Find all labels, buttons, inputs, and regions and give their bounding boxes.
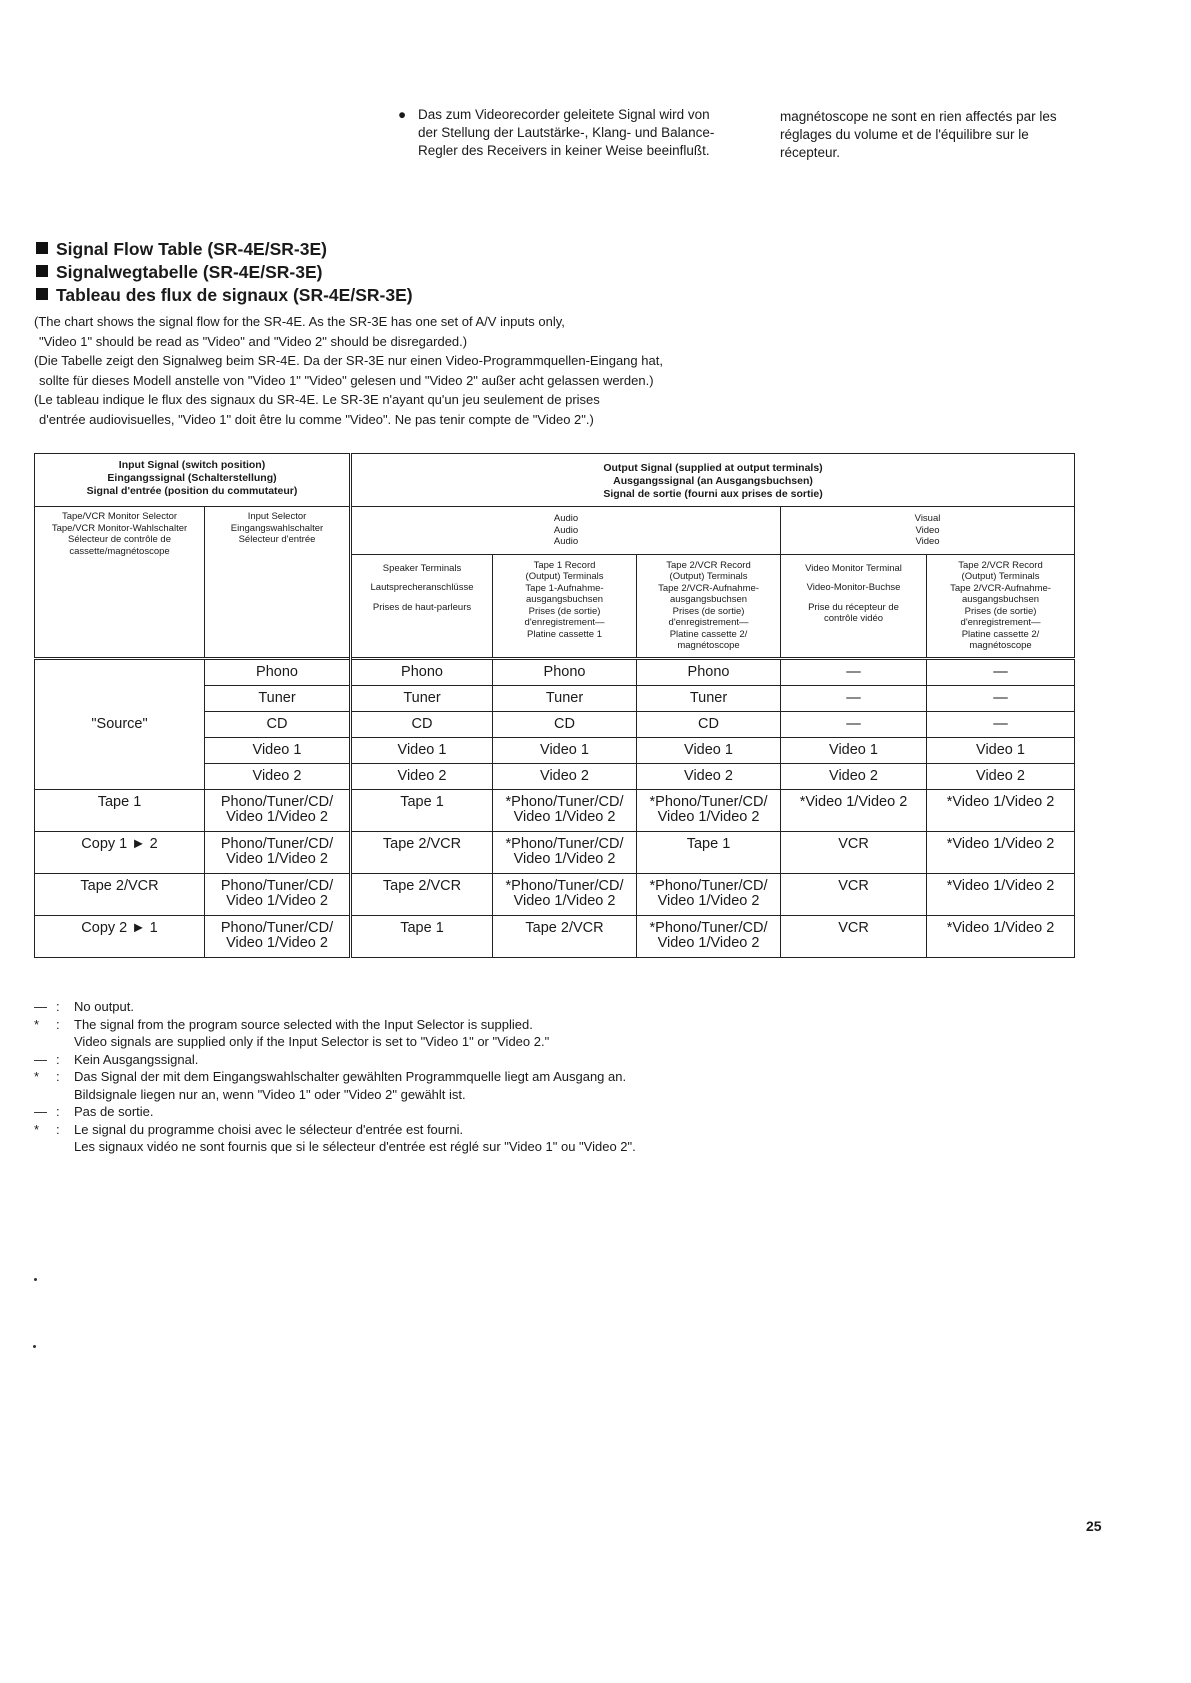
table-cell: Video 1: [351, 737, 493, 763]
output-signal-header: Output Signal (supplied at output terminals) Ausgangssignal (an Ausgangsbuchsen) Signal de sortie (fourni aux prises de sortie): [351, 454, 1075, 507]
table-cell: Tape 2/VCR: [351, 873, 493, 915]
table-cell: Video 1: [927, 737, 1075, 763]
table-cell: Phono: [493, 658, 637, 685]
tape2-video-terminals-header: Tape 2/VCR Record (Output) Terminals Tape 2/VCR-Aufnahme- ausgangsbuchsen Prises (de sortie) d'enregistrement— Platine cassette 2/ magnétoscope: [927, 554, 1075, 658]
table-cell: *Video 1/Video 2: [927, 915, 1075, 957]
footnote: * : Le signal du programme choisi avec le sélecteur d'entrée est fourni.: [34, 1121, 464, 1137]
footnote-cont: Les signaux vidéo ne sont fournis que si le sélecteur d'entrée est réglé sur "Video 1" ou "Video 2".: [74, 1139, 636, 1154]
bullet-dot-icon: ●: [398, 107, 407, 122]
audio-group-header: Audio Audio Audio: [351, 507, 781, 555]
video-monitor-terminal-header: Video Monitor Terminal Video-Monitor-Buchse Prise du récepteur de contrôle vidéo: [781, 554, 927, 658]
intro-line: "Video 1" should be read as "Video" and "Video 2" should be disregarded.): [39, 333, 468, 349]
signal-flow-table: [34, 453, 1075, 958]
table-cell: —: [781, 685, 927, 711]
table-cell: Video 2: [781, 763, 927, 789]
heading-en: Signal Flow Table (SR-4E/SR-3E): [36, 238, 413, 261]
heading-fr: Tableau des flux de signaux (SR-4E/SR-3E): [36, 284, 413, 307]
table-cell: Phono/Tuner/CD/ Video 1/Video 2: [205, 873, 351, 915]
table-cell: —: [781, 711, 927, 737]
table-row: [35, 873, 1075, 915]
table-row: [35, 915, 1075, 957]
table-cell: VCR: [781, 831, 927, 873]
input-selector-header: Input Selector Eingangswahlschalter Sélecteur d'entrée: [205, 507, 351, 659]
footnote: * : The signal from the program source selected with the Input Selector is supplied.: [34, 1016, 533, 1032]
intro-text: [34, 312, 794, 429]
table-cell: Tuner: [351, 685, 493, 711]
table-cell: Video 1: [637, 737, 781, 763]
section-headings: [36, 238, 413, 307]
square-bullet-icon: [36, 242, 48, 254]
table-cell: Tuner: [205, 685, 351, 711]
table-cell: Tape 2/VCR: [351, 831, 493, 873]
table-cell: Phono/Tuner/CD/ Video 1/Video 2: [205, 831, 351, 873]
table-cell: *Phono/Tuner/CD/ Video 1/Video 2: [637, 873, 781, 915]
mode-cell: Tape 2/VCR: [35, 873, 205, 915]
tape2-terminals-header: Tape 2/VCR Record (Output) Terminals Tape 2/VCR-Aufnahme- ausgangsbuchsen Prises (de sortie) d'enregistrement— Platine cassette 2/ magnétoscope: [637, 554, 781, 658]
footnotes: [34, 998, 636, 1156]
table-cell: Phono: [205, 658, 351, 685]
table-cell: Video 1: [781, 737, 927, 763]
table-cell: VCR: [781, 915, 927, 957]
table-cell: CD: [637, 711, 781, 737]
table-cell: —: [927, 711, 1075, 737]
footnote-cont: Bildsignale liegen nur an, wenn "Video 1" oder "Video 2" gewählt ist.: [74, 1086, 466, 1102]
table-cell: CD: [205, 711, 351, 737]
bullet-paragraph-de: [398, 106, 718, 160]
table-cell: Tape 1: [637, 831, 781, 873]
header-row-groups: [35, 507, 1075, 555]
table-row: [35, 658, 1075, 685]
paragraph-fr-continued: magnétoscope ne sont en rien affectés par les réglages du volume et de l'équilibre sur le récepteur.: [780, 109, 1057, 160]
table-cell: Video 2: [927, 763, 1075, 789]
tape-vcr-selector-header: Tape/VCR Monitor Selector Tape/VCR Monitor-Wahlschalter Sélecteur de contrôle de cassette/magnétoscope: [35, 507, 205, 659]
speck: [34, 1278, 37, 1281]
table-row: [35, 789, 1075, 831]
header-row-main: [35, 454, 1075, 507]
table-cell: *Video 1/Video 2: [927, 789, 1075, 831]
intro-line: sollte für dieses Modell anstelle von "Video 1" "Video" gelesen und "Video 2" außer acht gelassen werden.): [39, 372, 654, 388]
footnote: — : Pas de sortie.: [34, 1104, 154, 1119]
table-cell: *Video 1/Video 2: [927, 873, 1075, 915]
table-cell: Tuner: [637, 685, 781, 711]
table-cell: VCR: [781, 873, 927, 915]
table-cell: Tape 1: [351, 789, 493, 831]
input-signal-header: Input Signal (switch position) Eingangssignal (Schalterstellung) Signal d'entrée (position du commutateur): [35, 454, 351, 507]
table-cell: Tape 1: [351, 915, 493, 957]
square-bullet-icon: [36, 265, 48, 277]
table-cell: *Phono/Tuner/CD/ Video 1/Video 2: [493, 831, 637, 873]
table-cell: Video 2: [493, 763, 637, 789]
table-cell: Phono/Tuner/CD/ Video 1/Video 2: [205, 789, 351, 831]
mode-cell: Copy 1 ► 2: [35, 831, 205, 873]
table-cell: Tuner: [493, 685, 637, 711]
table-cell: *Phono/Tuner/CD/ Video 1/Video 2: [637, 789, 781, 831]
table-cell: *Phono/Tuner/CD/ Video 1/Video 2: [493, 873, 637, 915]
table-cell: *Video 1/Video 2: [927, 831, 1075, 873]
table-cell: Phono: [351, 658, 493, 685]
table-cell: —: [927, 658, 1075, 685]
table-cell: Phono: [637, 658, 781, 685]
intro-line: (Die Tabelle zeigt den Signalweg beim SR-4E. Da der SR-3E nur einen Video-Programmquellen-Eingang hat,: [34, 353, 663, 368]
table-cell: *Phono/Tuner/CD/ Video 1/Video 2: [637, 915, 781, 957]
intro-line: (Le tableau indique le flux des signaux du SR-4E. Le SR-3E n'ayant qu'un jeu seulement de prises: [34, 392, 600, 407]
table-cell: CD: [493, 711, 637, 737]
source-label: "Source": [35, 658, 205, 789]
footnote: * : Das Signal der mit dem Eingangswahlschalter gewählten Programmquelle liegt am Ausgang an.: [34, 1069, 627, 1084]
table-cell: Video 1: [205, 737, 351, 763]
speck: [33, 1345, 36, 1348]
footnote-cont: Video signals are supplied only if the Input Selector is set to "Video 1" or "Video 2.": [74, 1034, 550, 1049]
footnote: — : Kein Ausgangssignal.: [34, 1051, 199, 1067]
table-row: [35, 831, 1075, 873]
table-cell: —: [781, 658, 927, 685]
table-cell: Video 2: [351, 763, 493, 789]
table-cell: *Phono/Tuner/CD/ Video 1/Video 2: [493, 789, 637, 831]
mode-cell: Copy 2 ► 1: [35, 915, 205, 957]
mode-cell: Tape 1: [35, 789, 205, 831]
speaker-terminals-header: Speaker Terminals Lautsprecheranschlüsse Prises de haut-parleurs: [351, 554, 493, 658]
table-cell: Video 2: [637, 763, 781, 789]
square-bullet-icon: [36, 288, 48, 300]
page-number: 25: [1086, 1518, 1102, 1534]
table-cell: *Video 1/Video 2: [781, 789, 927, 831]
table-cell: Tape 2/VCR: [493, 915, 637, 957]
intro-line: d'entrée audiovisuelles, "Video 1" doit être lu comme "Video". Ne pas tenir compte de "Video 2".): [39, 411, 594, 427]
table-cell: Video 1: [493, 737, 637, 763]
intro-line: (The chart shows the signal flow for the SR-4E. As the SR-3E has one set of A/V inputs only,: [34, 314, 565, 329]
heading-de: Signalwegtabelle (SR-4E/SR-3E): [36, 261, 413, 284]
tape1-terminals-header: Tape 1 Record (Output) Terminals Tape 1-Aufnahme- ausgangsbuchsen Prises (de sortie) d'enregistrement— Platine cassette 1: [493, 554, 637, 658]
table-cell: Video 2: [205, 763, 351, 789]
table-cell: CD: [351, 711, 493, 737]
table-cell: —: [927, 685, 1075, 711]
bullet-text: Das zum Videorecorder geleitete Signal wird von der Stellung der Lautstärke-, Klang- und Balance-Regler des Receivers in keiner Weise beeinflußt.: [418, 107, 715, 158]
table-cell: Phono/Tuner/CD/ Video 1/Video 2: [205, 915, 351, 957]
footnote: — : No output.: [34, 999, 134, 1014]
video-group-header: Visual Video Video: [781, 507, 1075, 555]
